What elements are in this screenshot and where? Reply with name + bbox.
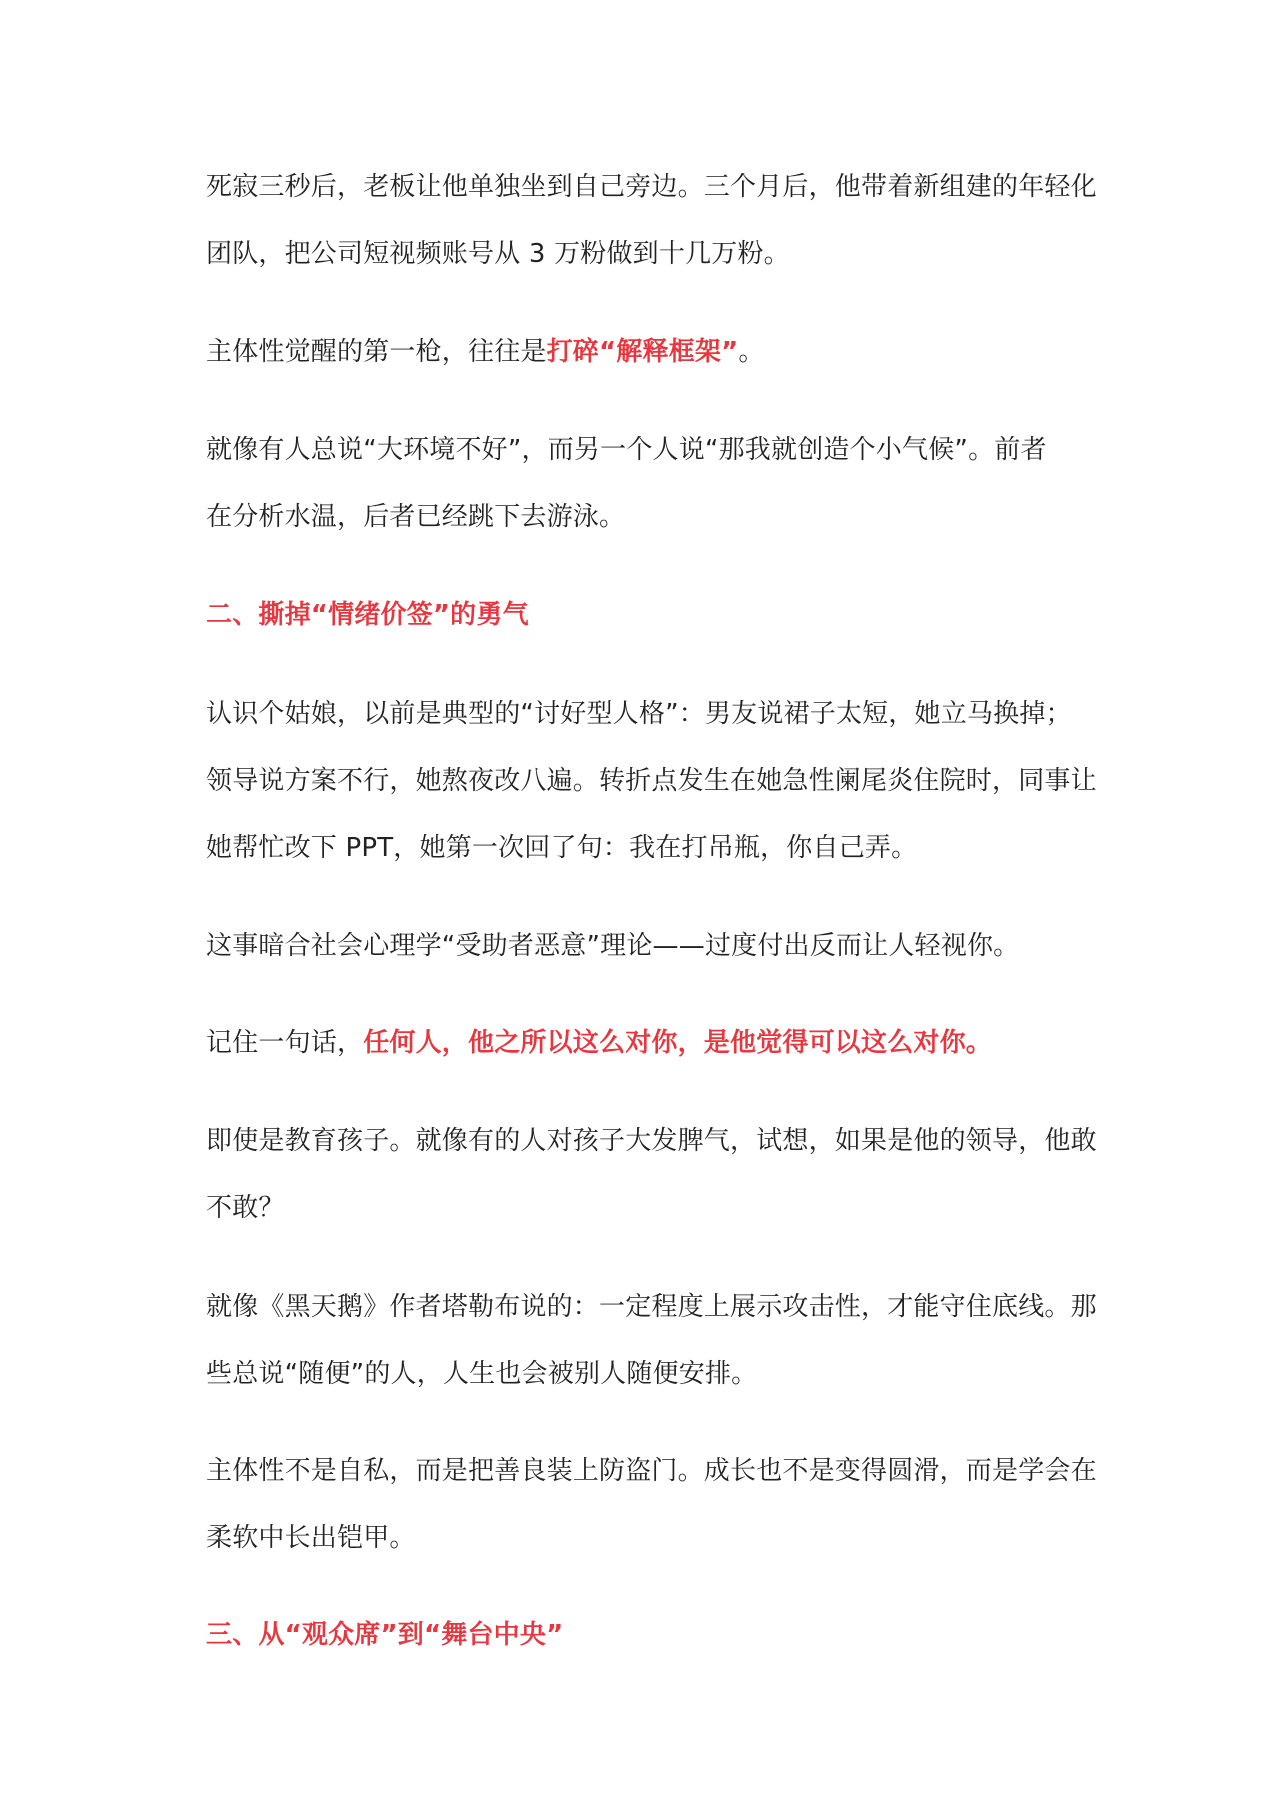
- text-span: 。: [738, 337, 765, 367]
- paragraph-line: 在分析水温，后者已经跳下去游泳。: [206, 502, 626, 532]
- paragraph-line: 些总说“随便”的人，人生也会被别人随便安排。: [206, 1359, 758, 1389]
- paragraph-line: 认识个姑娘，以前是典型的“讨好型人格”：男友说裙子太短，她立马换掉；: [206, 699, 1072, 729]
- paragraph-line: [206, 334, 765, 370]
- paragraph-line: 即使是教育孩子。就像有的人对孩子大发脾气，试想，如果是他的领导，他敢: [206, 1126, 1097, 1156]
- paragraph-line: 主体性不是自私，而是把善良装上防盗门。成长也不是变得圆滑，而是学会在: [206, 1456, 1097, 1486]
- paragraph-line: 这事暗合社会心理学“受助者恶意”理论——过度付出反而让人轻视你。: [206, 931, 1020, 961]
- highlighted-text: 任何人，他之所以这么对你，是他觉得可以这么对你。: [363, 1028, 993, 1058]
- paragraph-line: 领导说方案不行，她熬夜改八遍。转折点发生在她急性阑尾炎住院时，同事让: [206, 766, 1097, 796]
- paragraph-line: [206, 1025, 992, 1061]
- text-span: 主体性觉醒的第一枪，往往是: [206, 337, 547, 367]
- highlighted-text: 打碎“解释框架”: [546, 337, 739, 367]
- paragraph-line: 就像《黑天鹅》作者塔勒布说的：一定程度上展示攻击性，才能守住底线。那: [206, 1292, 1097, 1322]
- text-span: 记住一句话，: [206, 1028, 364, 1058]
- paragraph-line: 死寂三秒后，老板让他单独坐到自己旁边。三个月后，他带着新组建的年轻化: [206, 172, 1097, 202]
- section-heading: 三、从“观众席”到“舞台中央”: [206, 1620, 564, 1650]
- paragraph-line: 不敢？: [206, 1193, 285, 1223]
- paragraph-line: 她帮忙改下 PPT，她第一次回了句：我在打吊瓶，你自己弄。: [206, 833, 918, 863]
- paragraph-line: 柔软中长出铠甲。: [206, 1523, 416, 1553]
- paragraph-line: 团队，把公司短视频账号从 3 万粉做到十几万粉。: [206, 239, 790, 269]
- paragraph-line: 就像有人总说“大环境不好”，而另一个人说“那我就创造个小气候”。前者: [206, 435, 1047, 465]
- section-heading: 二、撕掉“情绪价签”的勇气: [206, 600, 529, 630]
